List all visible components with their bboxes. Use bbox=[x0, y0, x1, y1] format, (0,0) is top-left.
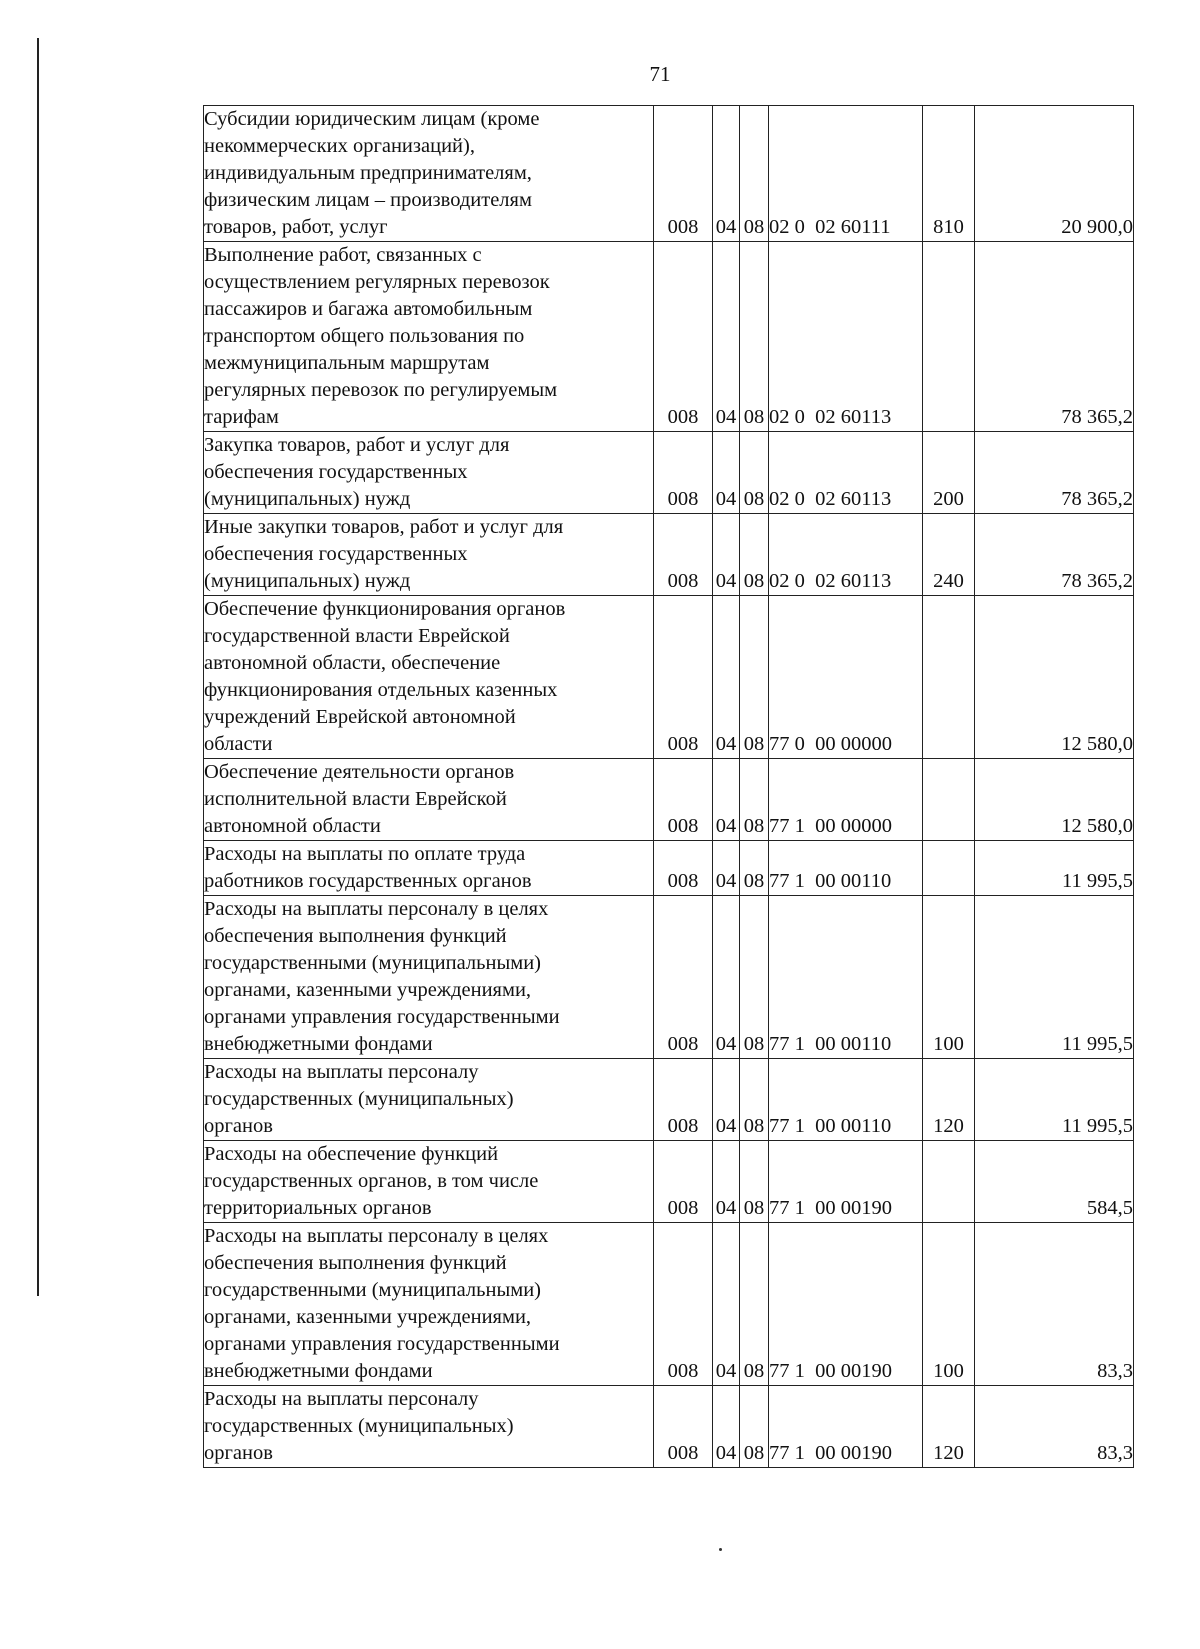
table-row bbox=[204, 514, 1134, 596]
target-article-cell: 02 0 02 60113 bbox=[769, 514, 923, 596]
amount-cell: 83,3 bbox=[975, 1223, 1134, 1386]
expense-name-line: транспортом общего пользования по bbox=[204, 325, 525, 347]
expense-type-cell bbox=[923, 596, 975, 759]
subsection-code-cell: 08 bbox=[740, 514, 769, 596]
expense-name-line: обеспечения выполнения функций bbox=[204, 1252, 507, 1274]
section-code-cell: 04 bbox=[713, 1223, 740, 1386]
expense-name-line: Обеспечение деятельности органов bbox=[204, 761, 515, 783]
expense-name-line: обеспечения выполнения функций bbox=[204, 925, 507, 947]
table-row bbox=[204, 1141, 1134, 1223]
subsection-code-cell: 08 bbox=[740, 841, 769, 896]
section-code-cell: 04 bbox=[713, 896, 740, 1059]
subsection-code-cell: 08 bbox=[740, 242, 769, 432]
scan-dot bbox=[719, 1548, 722, 1551]
expense-name-cell bbox=[204, 1059, 654, 1141]
section-code-cell: 04 bbox=[713, 596, 740, 759]
expense-name-line: товаров, работ, услуг bbox=[204, 216, 388, 238]
target-article-cell: 02 0 02 60113 bbox=[769, 242, 923, 432]
expense-type-cell bbox=[923, 242, 975, 432]
amount-cell: 78 365,2 bbox=[975, 242, 1134, 432]
expense-name-line: органами, казенными учреждениями, bbox=[204, 1306, 532, 1328]
subsection-code-cell: 08 bbox=[740, 1223, 769, 1386]
expense-name-line: Иные закупки товаров, работ и услуг для bbox=[204, 516, 564, 538]
amount-cell: 11 995,5 bbox=[975, 841, 1134, 896]
margin-line bbox=[37, 38, 39, 1296]
expense-name-line: Субсидии юридическим лицам (кроме bbox=[204, 108, 540, 130]
table-row bbox=[204, 106, 1134, 242]
ministry-code-cell: 008 bbox=[654, 596, 713, 759]
expense-type-cell: 200 bbox=[923, 432, 975, 514]
table-row bbox=[204, 896, 1134, 1059]
expense-type-cell bbox=[923, 841, 975, 896]
expense-name-line: некоммерческих организаций), bbox=[204, 135, 475, 157]
subsection-code-cell: 08 bbox=[740, 1141, 769, 1223]
subsection-code-cell: 08 bbox=[740, 432, 769, 514]
target-article-cell: 02 0 02 60113 bbox=[769, 432, 923, 514]
expense-name-cell bbox=[204, 759, 654, 841]
expense-name-line: Расходы на обеспечение функций bbox=[204, 1143, 499, 1165]
expense-name-cell bbox=[204, 841, 654, 896]
ministry-code-cell: 008 bbox=[654, 242, 713, 432]
expense-type-cell: 120 bbox=[923, 1059, 975, 1141]
expense-name-cell bbox=[204, 596, 654, 759]
table-row bbox=[204, 1059, 1134, 1141]
ministry-code-cell: 008 bbox=[654, 432, 713, 514]
subsection-code-cell: 08 bbox=[740, 106, 769, 242]
expense-name-line: государственными (муниципальными) bbox=[204, 1279, 541, 1301]
amount-cell: 11 995,5 bbox=[975, 1059, 1134, 1141]
ministry-code-cell: 008 bbox=[654, 1386, 713, 1468]
amount-cell: 83,3 bbox=[975, 1386, 1134, 1468]
target-article-cell: 02 0 02 60111 bbox=[769, 106, 923, 242]
expense-name-line: учреждений Еврейской автономной bbox=[204, 706, 516, 728]
expense-name-line: автономной области, обеспечение bbox=[204, 652, 501, 674]
expense-name-line: Расходы на выплаты по оплате труда bbox=[204, 843, 526, 865]
table-row bbox=[204, 1223, 1134, 1386]
ministry-code-cell: 008 bbox=[654, 1223, 713, 1386]
target-article-cell: 77 1 00 00190 bbox=[769, 1141, 923, 1223]
expense-name-line: органами управления государственными bbox=[204, 1006, 560, 1028]
table-row bbox=[204, 242, 1134, 432]
subsection-code-cell: 08 bbox=[740, 596, 769, 759]
expense-type-cell: 100 bbox=[923, 1223, 975, 1386]
target-article-cell: 77 1 00 00110 bbox=[769, 896, 923, 1059]
expense-name-cell bbox=[204, 242, 654, 432]
expense-name-line: органами управления государственными bbox=[204, 1333, 560, 1355]
expense-name-line: (муниципальных) нужд bbox=[204, 488, 411, 510]
amount-cell: 12 580,0 bbox=[975, 596, 1134, 759]
ministry-code-cell: 008 bbox=[654, 759, 713, 841]
expense-name-line: внебюджетными фондами bbox=[204, 1360, 433, 1382]
ministry-code-cell: 008 bbox=[654, 514, 713, 596]
subsection-code-cell: 08 bbox=[740, 896, 769, 1059]
expense-name-line: Расходы на выплаты персоналу в целях bbox=[204, 1225, 549, 1247]
expense-name-line: органов bbox=[204, 1115, 273, 1137]
ministry-code-cell: 008 bbox=[654, 1059, 713, 1141]
expense-name-line: органами, казенными учреждениями, bbox=[204, 979, 532, 1001]
expense-name-line: Расходы на выплаты персоналу в целях bbox=[204, 898, 549, 920]
section-code-cell: 04 bbox=[713, 759, 740, 841]
expense-type-cell: 240 bbox=[923, 514, 975, 596]
amount-cell: 12 580,0 bbox=[975, 759, 1134, 841]
section-code-cell: 04 bbox=[713, 841, 740, 896]
expense-name-cell bbox=[204, 896, 654, 1059]
expense-name-line: государственных органов, в том числе bbox=[204, 1170, 539, 1192]
subsection-code-cell: 08 bbox=[740, 1059, 769, 1141]
section-code-cell: 04 bbox=[713, 514, 740, 596]
expense-name-line: государственных (муниципальных) bbox=[204, 1088, 514, 1110]
expense-name-line: тарифам bbox=[204, 406, 279, 428]
expense-name-cell bbox=[204, 514, 654, 596]
expense-name-line: обеспечения государственных bbox=[204, 461, 468, 483]
section-code-cell: 04 bbox=[713, 1386, 740, 1468]
expense-type-cell bbox=[923, 759, 975, 841]
expense-name-line: регулярных перевозок по регулируемым bbox=[204, 379, 558, 401]
expense-name-line: осуществлением регулярных перевозок bbox=[204, 271, 550, 293]
target-article-cell: 77 1 00 00190 bbox=[769, 1386, 923, 1468]
expense-name-line: обеспечения государственных bbox=[204, 543, 468, 565]
amount-cell: 78 365,2 bbox=[975, 514, 1134, 596]
expense-name-line: Расходы на выплаты персоналу bbox=[204, 1388, 479, 1410]
expense-name-cell bbox=[204, 1223, 654, 1386]
ministry-code-cell: 008 bbox=[654, 841, 713, 896]
expense-name-line: (муниципальных) нужд bbox=[204, 570, 411, 592]
ministry-code-cell: 008 bbox=[654, 896, 713, 1059]
section-code-cell: 04 bbox=[713, 432, 740, 514]
expense-name-line: Обеспечение функционирования органов bbox=[204, 598, 566, 620]
budget-table bbox=[203, 105, 1134, 1468]
expense-name-line: органов bbox=[204, 1442, 273, 1464]
expense-name-cell bbox=[204, 1141, 654, 1223]
section-code-cell: 04 bbox=[713, 1141, 740, 1223]
expense-name-line: области bbox=[204, 733, 273, 755]
expense-name-line: функционирования отдельных казенных bbox=[204, 679, 558, 701]
ministry-code-cell: 008 bbox=[654, 1141, 713, 1223]
expense-name-line: межмуниципальным маршрутам bbox=[204, 352, 490, 374]
expense-name-line: государственной власти Еврейской bbox=[204, 625, 510, 647]
target-article-cell: 77 1 00 00110 bbox=[769, 841, 923, 896]
expense-type-cell: 120 bbox=[923, 1386, 975, 1468]
section-code-cell: 04 bbox=[713, 106, 740, 242]
expense-name-cell bbox=[204, 1386, 654, 1468]
expense-name-line: государственными (муниципальными) bbox=[204, 952, 541, 974]
table-row bbox=[204, 759, 1134, 841]
table-row bbox=[204, 596, 1134, 759]
expense-type-cell: 100 bbox=[923, 896, 975, 1059]
table-row bbox=[204, 841, 1134, 896]
ministry-code-cell: 008 bbox=[654, 106, 713, 242]
subsection-code-cell: 08 bbox=[740, 759, 769, 841]
table-row bbox=[204, 432, 1134, 514]
amount-cell: 11 995,5 bbox=[975, 896, 1134, 1059]
expense-name-line: автономной области bbox=[204, 815, 381, 837]
expense-type-cell: 810 bbox=[923, 106, 975, 242]
expense-name-line: внебюджетными фондами bbox=[204, 1033, 433, 1055]
expense-name-line: работников государственных органов bbox=[204, 870, 532, 892]
expense-name-line: Расходы на выплаты персоналу bbox=[204, 1061, 479, 1083]
target-article-cell: 77 1 00 00190 bbox=[769, 1223, 923, 1386]
expense-name-cell bbox=[204, 106, 654, 242]
expense-name-line: исполнительной власти Еврейской bbox=[204, 788, 507, 810]
expense-name-line: Закупка товаров, работ и услуг для bbox=[204, 434, 510, 456]
section-code-cell: 04 bbox=[713, 1059, 740, 1141]
target-article-cell: 77 1 00 00000 bbox=[769, 759, 923, 841]
expense-name-line: Выполнение работ, связанных с bbox=[204, 244, 482, 266]
subsection-code-cell: 08 bbox=[740, 1386, 769, 1468]
table-row bbox=[204, 1386, 1134, 1468]
section-code-cell: 04 bbox=[713, 242, 740, 432]
expense-name-line: территориальных органов bbox=[204, 1197, 432, 1219]
amount-cell: 78 365,2 bbox=[975, 432, 1134, 514]
page-number: 71 bbox=[649, 62, 671, 86]
expense-name-line: государственных (муниципальных) bbox=[204, 1415, 514, 1437]
expense-name-cell bbox=[204, 432, 654, 514]
expense-type-cell bbox=[923, 1141, 975, 1223]
amount-cell: 584,5 bbox=[975, 1141, 1134, 1223]
target-article-cell: 77 1 00 00110 bbox=[769, 1059, 923, 1141]
target-article-cell: 77 0 00 00000 bbox=[769, 596, 923, 759]
expense-name-line: пассажиров и багажа автомобильным bbox=[204, 298, 533, 320]
expense-name-line: физическим лицам – производителям bbox=[204, 189, 532, 211]
amount-cell: 20 900,0 bbox=[975, 106, 1134, 242]
expense-name-line: индивидуальным предпринимателям, bbox=[204, 162, 532, 184]
